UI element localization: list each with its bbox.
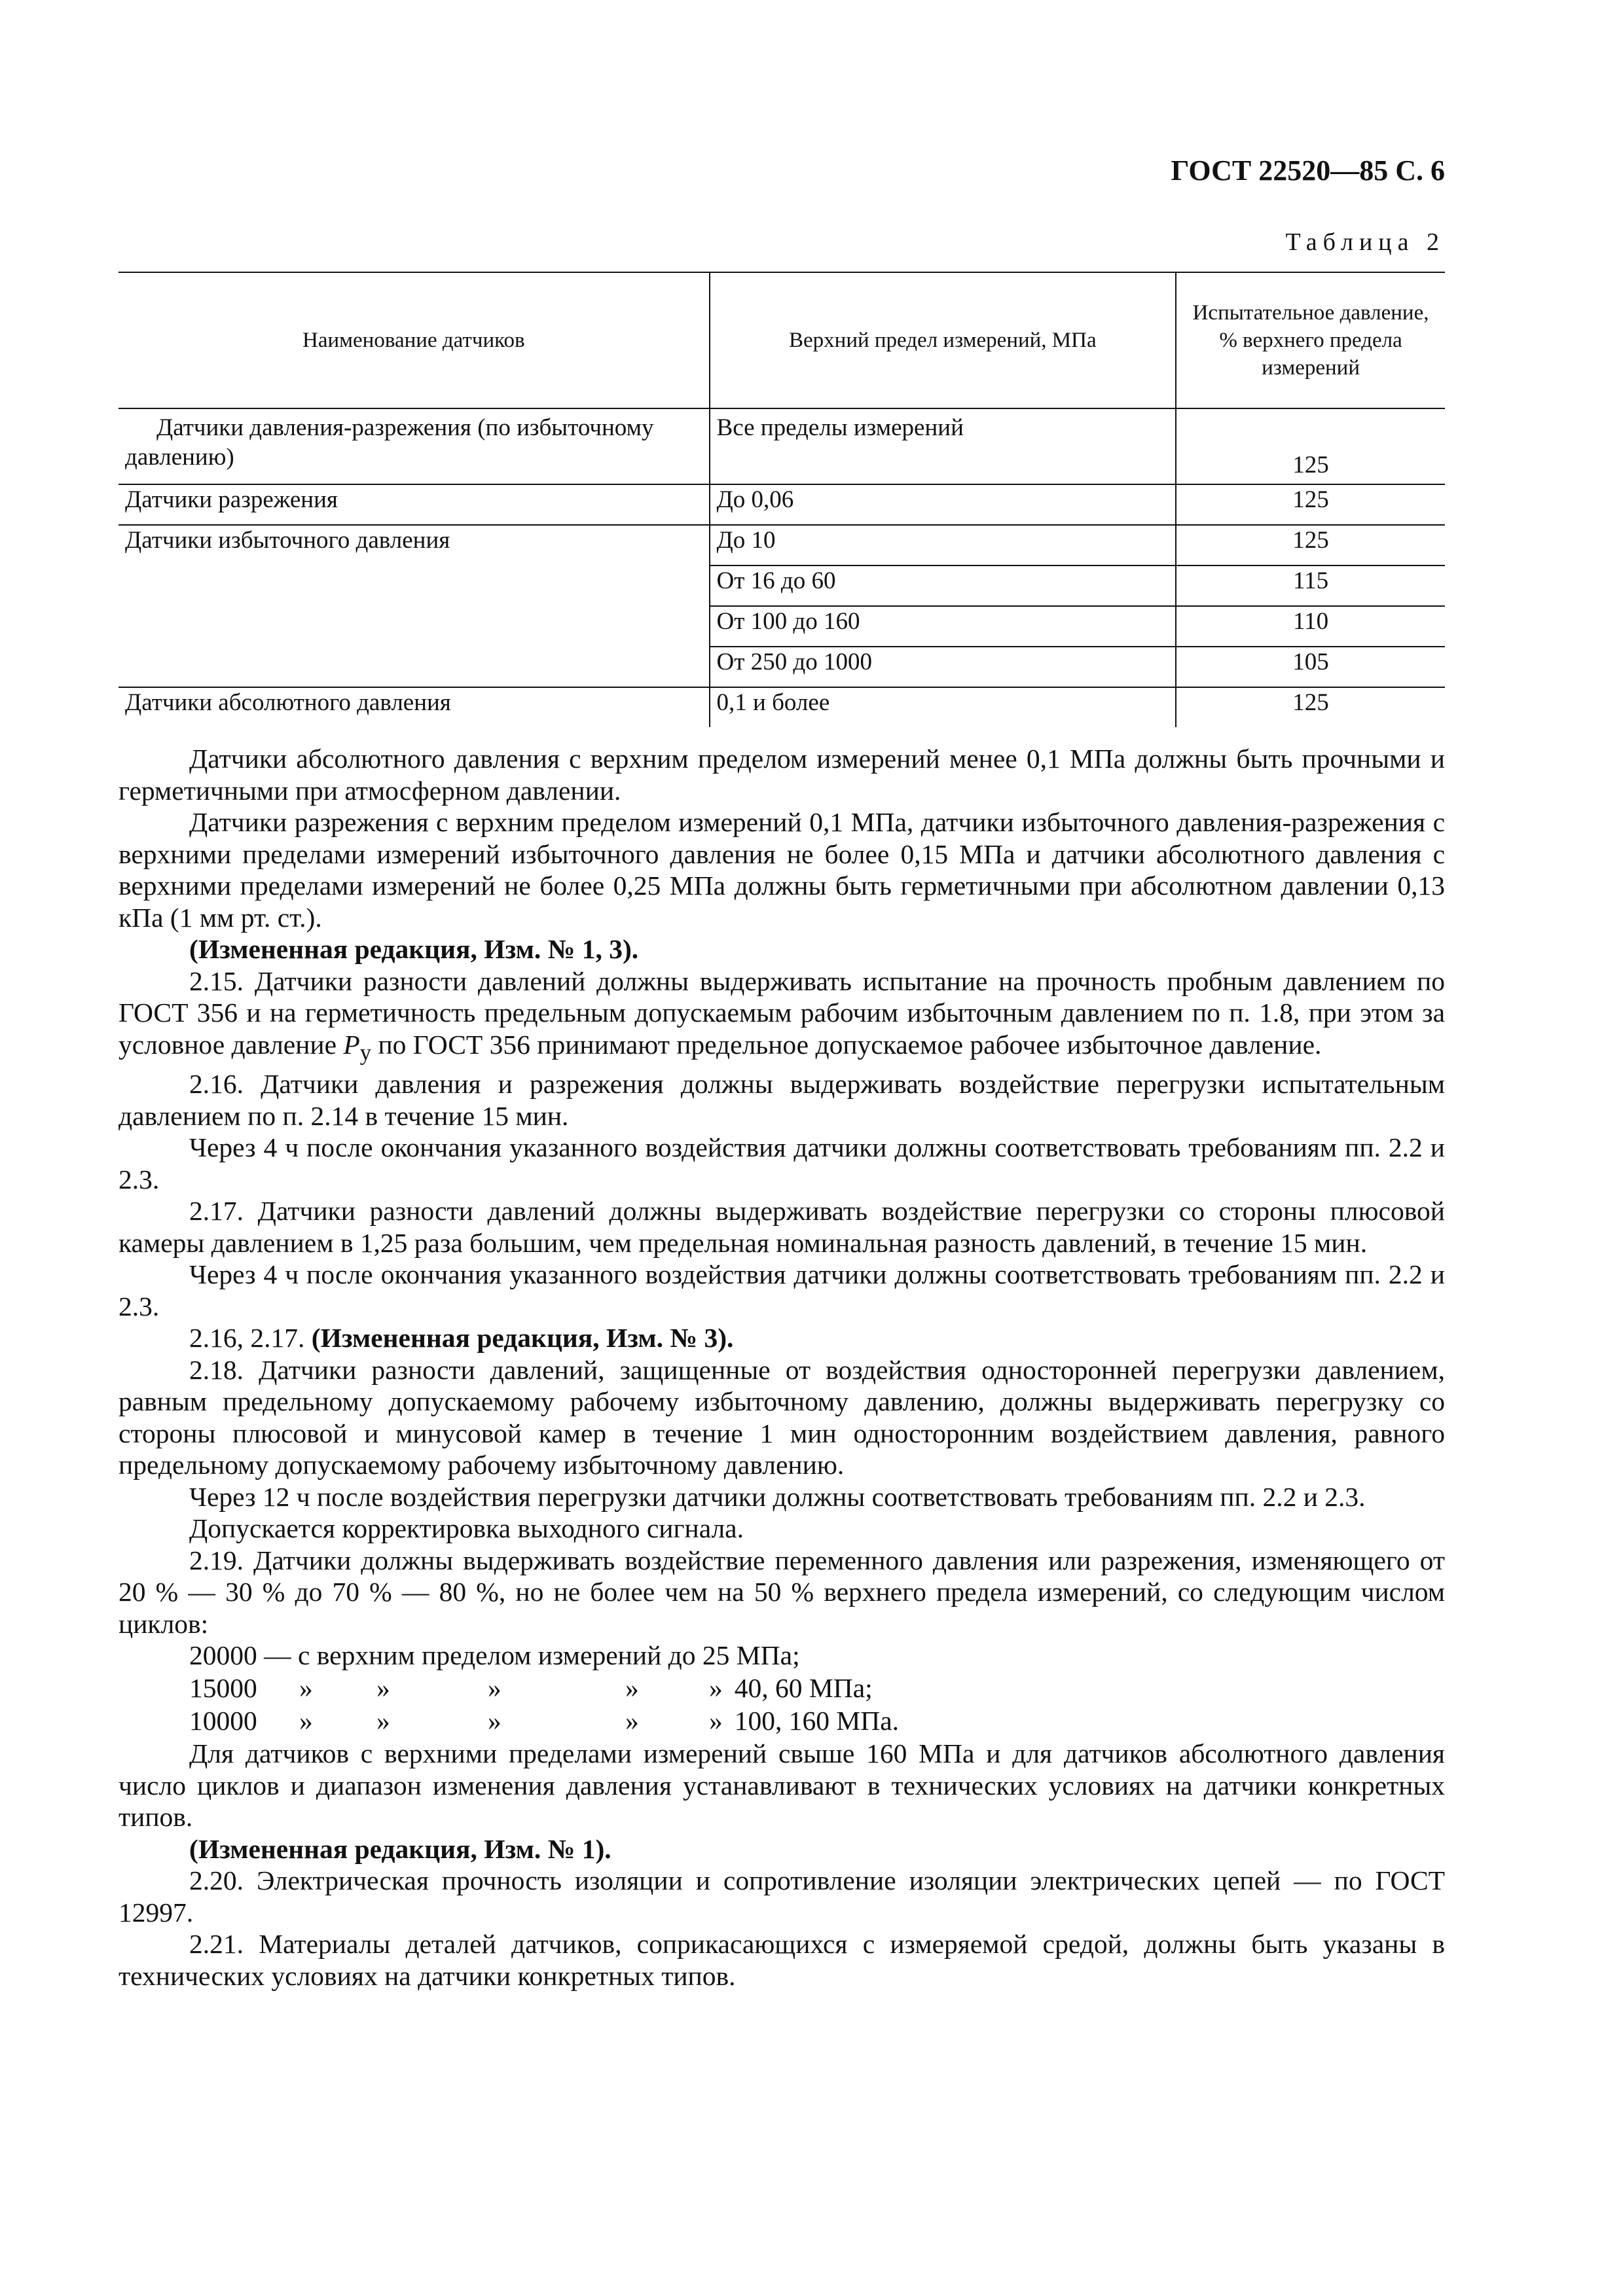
table-cell-limit: От 16 до 60 xyxy=(710,565,1176,606)
table-cell-name: Датчики давления-разрежения (по избыточному давлению) xyxy=(125,414,654,471)
revision-note-text: (Измененная редакция, Изм. № 1, 3). xyxy=(189,934,639,964)
paragraph-text: 2.15. Датчики разности давлений должны выдерживать испытание на прочность пробным давлением по ГОСТ 356 и на герметичность предельным допускаемым рабочим избыточным давлением по п. 1.8, при этом за условное давление xyxy=(119,965,1445,1060)
table-row xyxy=(119,525,1445,565)
paragraph-2-18: 2.18. Датчики разности давлений, защищенные от воздействия односторонней перегрузки давлением, равным предельному допускаемому рабочему избыточному давлению, должны выдерживать перегрузку со стороны плюсовой и минусовой камер в течение 1 мин односторонним воздействием давления, равного предельному допускаемому рабочему избыточному давлению. xyxy=(119,1354,1445,1480)
table-cell-limit: 0,1 и более xyxy=(710,687,1176,727)
paragraph: Через 4 ч после окончания указанного воздействия датчики должны соответствовать требованиям пп. 2.2 и 2.3. xyxy=(119,1259,1445,1321)
paragraph: Датчики разрежения с верхним пределом измерений 0,1 МПа, датчики избыточного давления-разрежения с верхними пределами измерений избыточного давления не более 0,15 МПа и датчики абсолютного давления с верхними пределами измерений не более 0,25 МПа должны быть герметичными при абсолютном давлении 0,13 кПа (1 мм рт. ст.). xyxy=(119,807,1445,933)
revision-note-ref: 2.16, 2.17. xyxy=(189,1323,312,1354)
ditto-mark: » xyxy=(488,1706,501,1736)
paragraph: Датчики абсолютного давления с верхним пределом измерений менее 0,1 МПа должны быть прочными и герметичными при атмосферном давлении. xyxy=(119,744,1445,806)
cycle-text: 100, 160 МПа. xyxy=(734,1706,900,1736)
page-header: ГОСТ 22520—85 С. 6 xyxy=(1171,154,1445,187)
cycle-row xyxy=(119,1672,1445,1705)
table-cell-pressure: 125 xyxy=(1176,687,1445,727)
table-cell-pressure: 110 xyxy=(1176,606,1445,647)
paragraph-2-20: 2.20. Электрическая прочность изоляции и сопротивление изоляции электрических цепей — по ГОСТ 12997. xyxy=(119,1865,1445,1928)
header-test-pressure: Испытательное давление, % верхнего предела измерений xyxy=(1176,272,1445,408)
revision-note xyxy=(119,1322,1445,1354)
table-cell-pressure: 125 xyxy=(1176,484,1445,525)
table-caption: Таблица 2 xyxy=(1285,228,1445,256)
header-sensor-name: Наименование датчиков xyxy=(119,272,710,408)
table-cell-limit: От 250 до 1000 xyxy=(710,647,1176,687)
ditto-mark: » xyxy=(376,1706,390,1736)
table-cell-name: Датчики абсолютного давления xyxy=(119,687,710,727)
table-row xyxy=(119,565,1445,606)
ditto-mark: » xyxy=(709,1706,723,1736)
pressure-subscript: у xyxy=(359,1039,372,1065)
cycle-row xyxy=(119,1705,1445,1738)
table-cell-pressure: 125 xyxy=(1176,525,1445,565)
pressure-test-table xyxy=(119,272,1445,727)
table-cell-limit: Все пределы измерений xyxy=(710,408,1176,484)
ditto-mark: » xyxy=(625,1706,639,1736)
table-cell-limit: До 0,06 xyxy=(710,484,1176,525)
cycle-text: 20000 — с верхним пределом измерений до 25 МПа; xyxy=(189,1640,800,1671)
paragraph-2-17: 2.17. Датчики разности давлений должны выдерживать воздействие перегрузки со стороны плюсовой камеры давлением в 1,25 раза большим, чем предельная номинальная разность давлений, в течение 15 мин. xyxy=(119,1196,1445,1258)
ditto-mark: » xyxy=(709,1673,723,1704)
ditto-mark: » xyxy=(299,1673,313,1704)
paragraph: Для датчиков с верхними пределами измерений свыше 160 МПа и для датчиков абсолютного давления число циклов и диапазон изменения давления устанавливают в технических условиях на датчики конкретных типов. xyxy=(119,1738,1445,1833)
revision-note-text: (Измененная редакция, Изм. № 1). xyxy=(189,1833,611,1864)
table-cell-name xyxy=(119,565,710,606)
cycle-count: 10000 xyxy=(189,1706,257,1736)
paragraph: Допускается корректировка выходного сигнала. xyxy=(189,1513,744,1544)
table-header-row xyxy=(119,272,1445,408)
cycle-count: 15000 xyxy=(189,1673,257,1704)
cycle-list xyxy=(119,1640,1445,1738)
paragraph-2-15 xyxy=(119,965,1445,1069)
paragraph: Через 4 ч после окончания указанного воздействия датчики должны соответствовать требованиям пп. 2.2 и 2.3. xyxy=(119,1132,1445,1194)
table-row xyxy=(119,647,1445,687)
paragraph-2-21: 2.21. Материалы деталей датчиков, соприкасающихся с измеряемой средой, должны быть указаны в технических условиях на датчики конкретных типов. xyxy=(119,1929,1445,1991)
table-cell-name xyxy=(119,606,710,647)
table-row xyxy=(119,484,1445,525)
table-cell-pressure: 125 xyxy=(1176,408,1445,484)
header-upper-limit: Верхний предел измерений, МПа xyxy=(710,272,1176,408)
ditto-mark: » xyxy=(299,1706,313,1736)
table-cell-name xyxy=(119,647,710,687)
revision-note xyxy=(119,933,1445,965)
paragraph: Через 12 ч после воздействия перегрузки датчики должны соответствовать требованиям пп. 2.2 и 2.3. xyxy=(189,1481,1366,1512)
table-cell-limit: До 10 xyxy=(710,525,1176,565)
table-cell-pressure: 105 xyxy=(1176,647,1445,687)
table-cell-name: Датчики разрежения xyxy=(119,484,710,525)
pressure-symbol: P xyxy=(343,1029,360,1060)
table-row xyxy=(119,687,1445,727)
paragraph-2-19: 2.19. Датчики должны выдерживать воздействие переменного давления или разрежения, изменяющего от 20 % — 30 % до 70 % — 80 %, но не более чем на 50 % верхнего предела измерений, со следующим числом циклов: xyxy=(119,1545,1445,1639)
paragraph-text: по ГОСТ 356 принимают предельное допускаемое рабочее избыточное давление. xyxy=(371,1029,1322,1060)
ditto-mark: » xyxy=(625,1673,639,1704)
cycle-row xyxy=(119,1640,1445,1672)
table-cell-pressure: 115 xyxy=(1176,565,1445,606)
ditto-mark: » xyxy=(376,1673,390,1704)
cycle-text: 40, 60 МПа; xyxy=(734,1673,873,1704)
body-text xyxy=(119,743,1445,1992)
ditto-mark: » xyxy=(488,1673,501,1704)
table-row xyxy=(119,606,1445,647)
table-cell-limit: От 100 до 160 xyxy=(710,606,1176,647)
table-cell-name: Датчики избыточного давления xyxy=(119,525,710,565)
revision-note-text: (Измененная редакция, Изм. № 3). xyxy=(311,1323,734,1354)
revision-note xyxy=(119,1833,1445,1865)
table-row xyxy=(119,408,1445,484)
paragraph-2-16: 2.16. Датчики давления и разрежения должны выдерживать воздействие перегрузки испытательным давлением по п. 2.14 в течение 15 мин. xyxy=(119,1069,1445,1131)
